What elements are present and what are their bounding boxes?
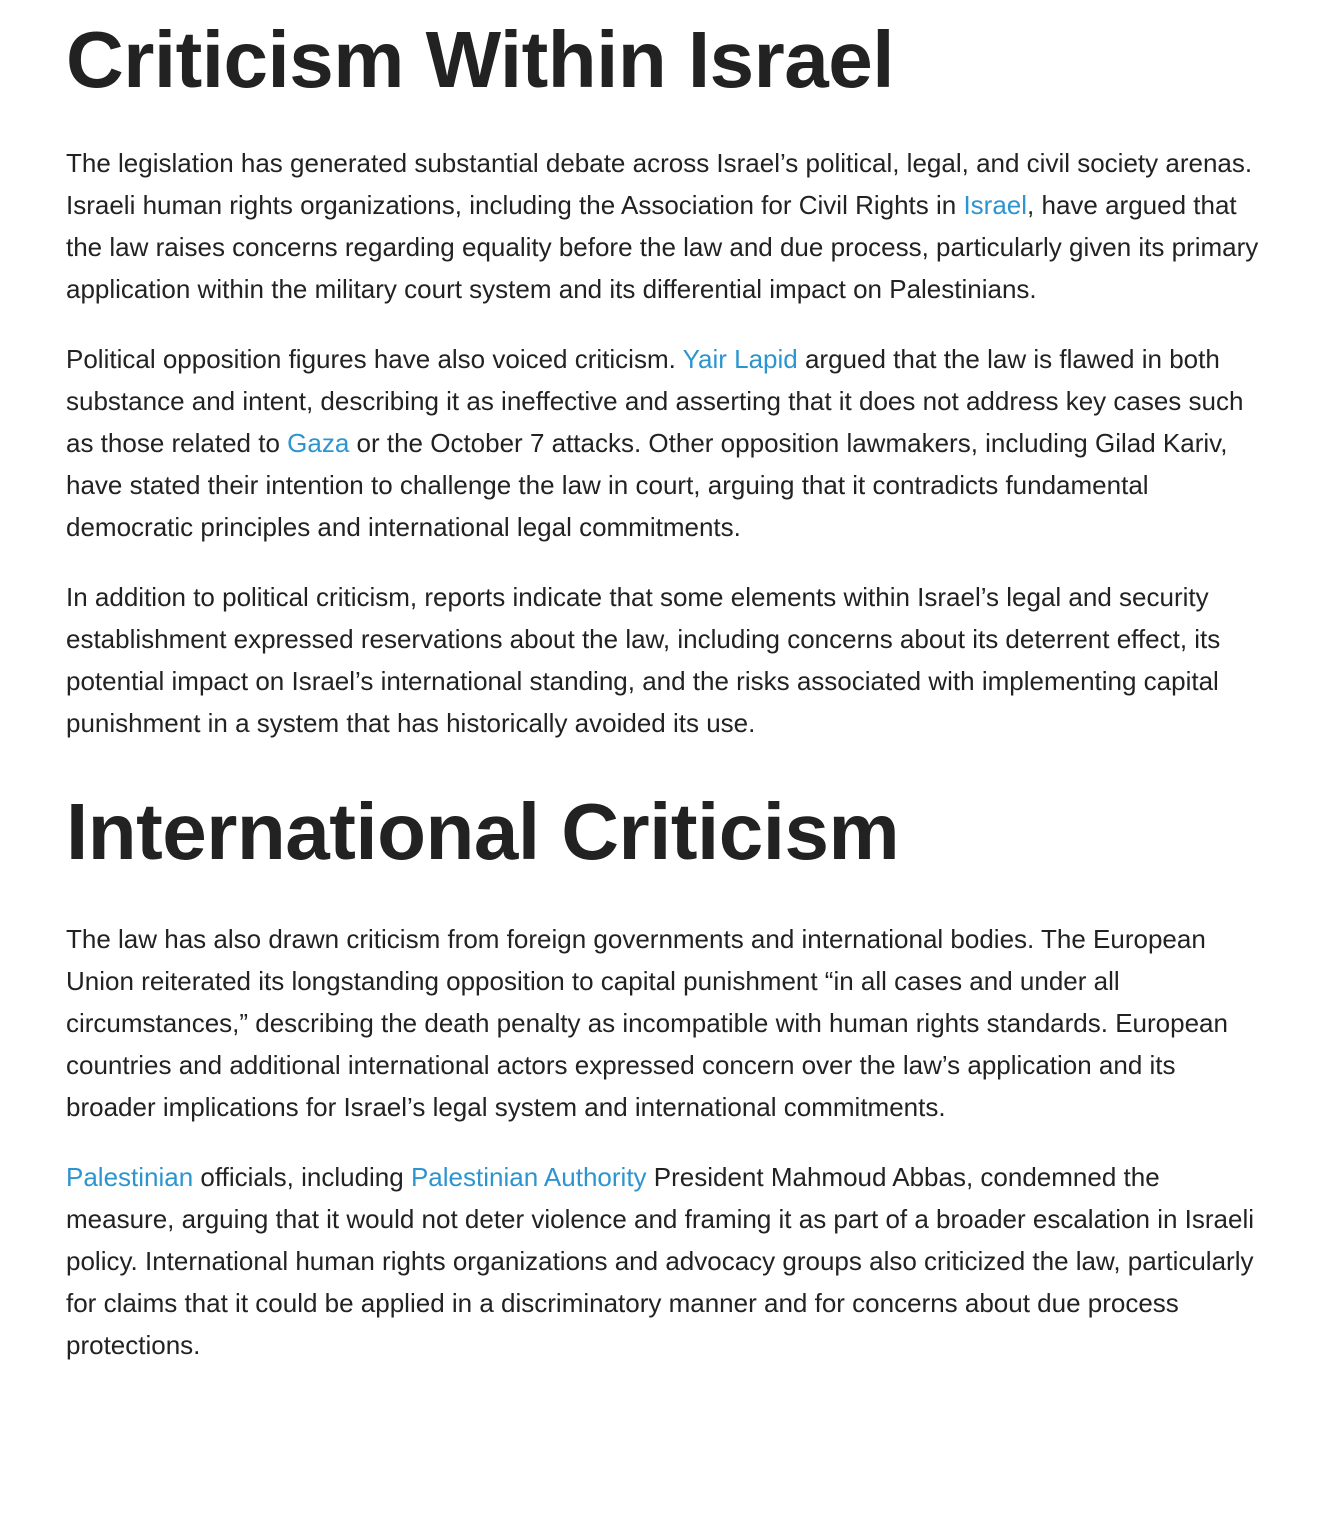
paragraph-text: , have argued that the law raises concerns regarding equality before the law and due process, particularly given its primary application within the military court system and its differential impact on Palestinians. (66, 190, 1259, 304)
paragraph-text: officials, including (193, 1162, 411, 1192)
paragraph-text: The legislation has generated substantial debate across Israel’s political, legal, and civil society arenas. Israeli human rights organizations, including the Association for Civil Rights in (66, 148, 1253, 220)
link-yair-lapid[interactable]: Yair Lapid (682, 344, 798, 374)
section-heading-international-criticism: International Criticism (66, 787, 900, 876)
link-gaza[interactable]: Gaza (287, 428, 350, 458)
link-palestinian-authority[interactable]: Palestinian Authority (410, 1162, 647, 1192)
paragraph-civil-rights (66, 142, 1272, 310)
paragraph-text: Political opposition figures have also voiced criticism. (66, 344, 683, 374)
paragraph-text: argued that the law is flawed in both substance and intent, describing it as ineffective and asserting that it does not address key cases such as those related to (66, 344, 1244, 458)
link-israel[interactable]: Israel (963, 190, 1028, 220)
section-heading-criticism-within-israel: Criticism Within Israel (66, 15, 894, 104)
article (0, 12, 1332, 1514)
paragraph-palestinian-officials (66, 1156, 1272, 1366)
paragraph-foreign-governments: The law has also drawn criticism from foreign governments and international bodies. The European Union reiterated its longstanding opposition to capital punishment “in all cases and under all circumstances,” describing the death penalty as incompatible with human rights standards. European countries and additional international actors expressed concern over the law’s application and its broader implications for Israel’s legal system and international commitments. (66, 924, 1228, 1122)
paragraph-text: President Mahmoud Abbas, condemned the measure, arguing that it would not deter violence and framing it as part of a broader escalation in Israeli policy. International human rights organizations and advocacy groups also criticized the law, particularly for claims that it could be applied in a discriminatory manner and for concerns about due process protections. (66, 1162, 1255, 1360)
link-palestinian[interactable]: Palestinian (66, 1162, 194, 1192)
paragraph-security-establishment: In addition to political criticism, reports indicate that some elements within Israel’s legal and security establishment expressed reservations about the law, including concerns about its deterrent effect, its potential impact on Israel’s international standing, and the risks associated with implementing capital punishment in a system that has historically avoided its use. (66, 582, 1221, 738)
paragraph-text: or the October 7 attacks. Other opposition lawmakers, including Gilad Kariv, have stated their intention to challenge the law in court, arguing that it contradicts fundamental democratic principles and international legal commitments. (66, 428, 1228, 542)
paragraph-opposition (66, 338, 1272, 548)
